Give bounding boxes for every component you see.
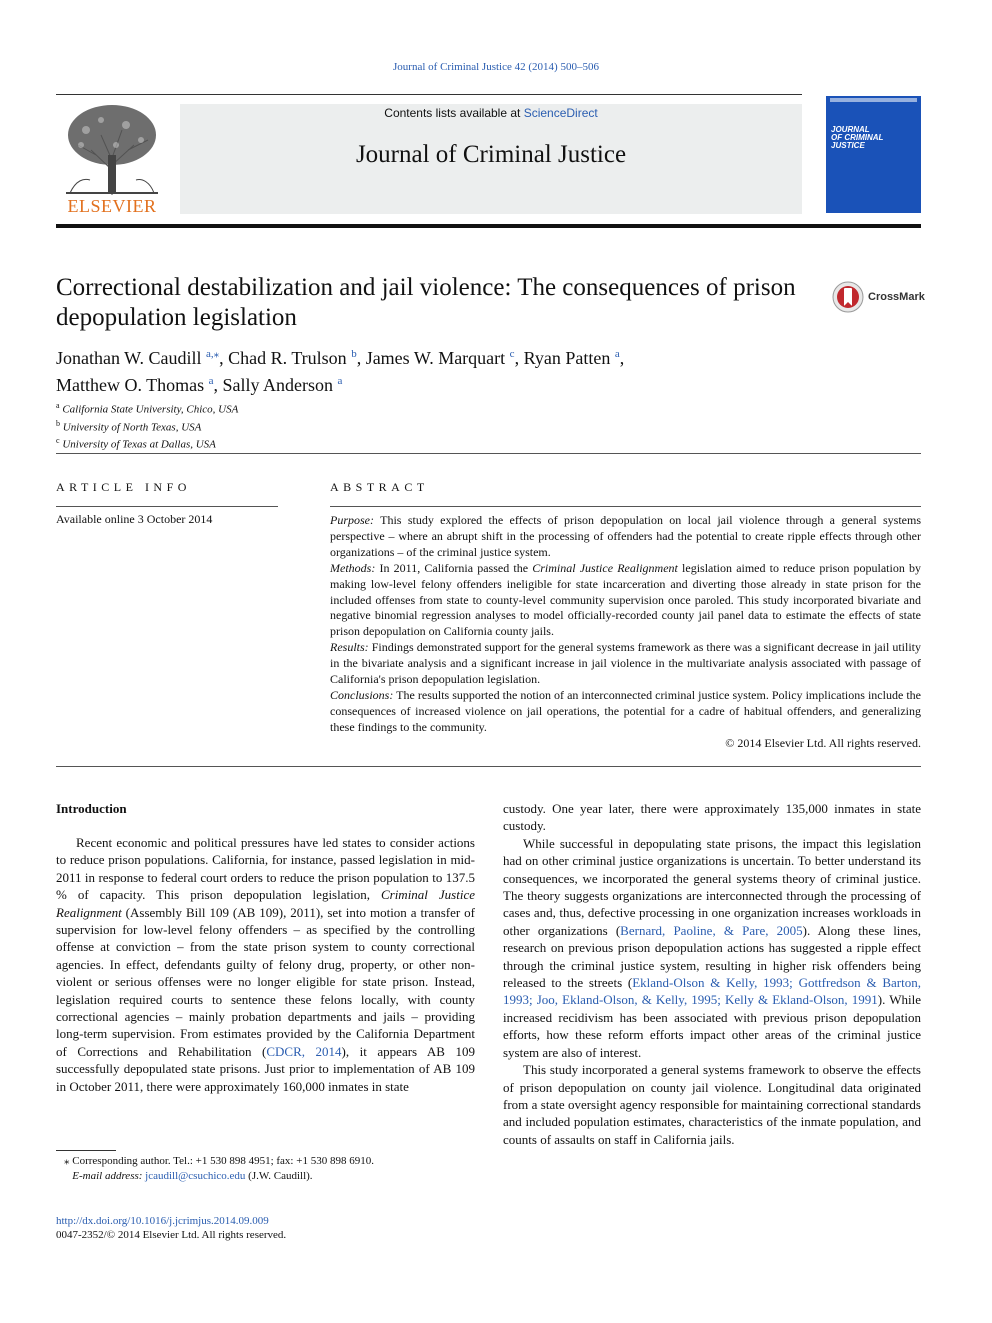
email-suffix: (J.W. Caudill). (245, 1170, 313, 1182)
section-rule (56, 453, 921, 454)
body-paragraph (56, 834, 475, 1095)
body-text: Recent economic and political pressures have led states to consider actions to reduce prison populations. California, for instance, passed legislation in mid-2011 in response to federal court orders to reduce the prison population to 137.5 % of capacity. This prison depopulation legislation, (56, 835, 475, 903)
abstract-results (330, 640, 921, 688)
author-name[interactable]: James W. Marquart (365, 348, 506, 368)
author-separator: , (219, 348, 229, 368)
body-paragraph: This study incorporated a general systems framework to observe the effects of prison depopulation on county jail violence. Longitudinal data originated from a state oversight agency responsible for maintaining correctional standards and included population estimates, characteristics of the inmate population, and counts of assaults on staff in California jails. (503, 1062, 921, 1147)
affiliation (56, 417, 238, 435)
crossmark-icon[interactable] (832, 281, 864, 313)
abstract-rule (330, 506, 921, 507)
author-name[interactable]: Jonathan W. Caudill (56, 348, 202, 368)
body-paragraph: custody. One year later, there were approximately 135,000 inmates in state custody. (503, 801, 921, 834)
author-separator: , (356, 348, 366, 368)
affiliation (56, 434, 238, 452)
abstract-text: In 2011, California passed the (375, 560, 533, 575)
affiliation-text: University of North Texas, USA (62, 421, 202, 434)
contents-line (180, 106, 802, 120)
affiliation-text: University of Texas at Dallas, USA (62, 438, 216, 451)
author-list (56, 343, 916, 397)
crossmark-label[interactable]: CrossMark (868, 291, 925, 303)
abstract-label: Methods: (330, 560, 376, 575)
cover-header-strip (830, 98, 917, 102)
banner-bottom-rule (56, 224, 921, 228)
email-link[interactable]: jcaudill@csuchico.edu (145, 1170, 246, 1182)
footnote-text: Corresponding author. Tel.: +1 530 898 4951; fax: +1 530 898 6910. (69, 1155, 374, 1167)
affiliation-list (56, 399, 238, 452)
abstract-label: Conclusions: (330, 687, 394, 702)
citation-link[interactable]: CDCR, 2014 (266, 1043, 342, 1059)
journal-reference-link[interactable]: Journal of Criminal Justice 42 (2014) 500–506 (393, 61, 599, 73)
abstract-text: The results supported the notion of an interconnected criminal justice system. Policy implications include the consequences of increased violence on jail operations, the potential for a cadre of habitual offenders, and generalizing these findings to the community. (330, 687, 921, 734)
abstract-label: Purpose: (330, 513, 374, 527)
journal-title: Journal of Criminal Justice (355, 141, 627, 168)
sciencedirect-link[interactable]: ScienceDirect (523, 106, 598, 120)
footnote-rule (56, 1150, 116, 1151)
body-text: While successful in depopulating state prisons, the impact this legislation had on other criminal justice organizations is uncertain. To better understand its consequences, we incorporated the general systems theory of criminal justice. The theory suggests organizations are interconnected through the processing of cases and, thus, defective processing in one organization increases workloads in other organizations ( (503, 835, 921, 938)
abstract-body (330, 513, 921, 736)
cover-title (831, 126, 883, 150)
cover-title-line: JOURNAL (831, 125, 870, 134)
abstract-text: legislation aimed to reduce prison population by making low-level felony offenders ineligible for state incarceration and diverting those already in state prison for the included offenses from state to county-level community supervision once paroled. This study incorporated bivariate and negative binomial regression analyses to model officially-recorded county jail panel data to estimate the effects of state prison depopulation on California county jails. (330, 560, 921, 639)
author-separator: , (213, 375, 223, 395)
article-info-rule (56, 506, 278, 507)
email-label: E-mail address: (72, 1170, 143, 1182)
affiliation (56, 399, 238, 417)
abstract-text: This study explored the effects of prison depopulation on local jail violence through a general systems perspective – where an abrupt shift in the processing of offenders had the potential to create ripple effects through other organizations – of the criminal justice system. (330, 513, 921, 559)
author-affil-mark[interactable]: b (351, 348, 357, 360)
body-column-left (56, 834, 475, 1095)
author-affil-mark[interactable]: a (208, 375, 214, 387)
issn-line: 0047-2352/© 2014 Elsevier Ltd. All rights reserved. (56, 1229, 287, 1241)
journal-cover-thumbnail[interactable] (826, 96, 921, 213)
affiliation-mark: a (56, 401, 60, 410)
body-italic-term: Criminal Justice Realignment (56, 887, 476, 920)
body-text: ). While increased recidivism has been associated with previous prison depopulation efforts, how these reform efforts impact other areas of the criminal justice system are also of interest. (503, 992, 921, 1060)
body-text: ). Along these lines, research on previous prison depopulation actions has suggested a ripple effect through the criminal justice system, resulting in higher risk offenders being released to the streets ( (503, 922, 921, 991)
body-text: (Assembly Bill 109 (AB 109), 2011), set into motion a transfer of supervision for low-level felony offenders – as specified by the controlling offense at conviction – from the state prison system to county correctional agencies. In effect, defendants guilty of felony drug, property, or other non-violent or serious offenses were no longer eligible for state prison. Instead, legislation required courts to sentence these felons locally, with county correctional agencies – mainly probation departments and jails – providing long-term supervision. From estimates provided by the California Department of Corrections and Rehabilitation ( (56, 904, 475, 1059)
publisher-wordmark: ELSEVIER (67, 196, 157, 216)
cover-title-line: OF CRIMINAL (831, 133, 884, 142)
abstract-methods (330, 561, 921, 641)
article-info-heading: ARTICLE INFO (56, 480, 191, 494)
abstract-label: Results: (330, 640, 369, 655)
affiliation-mark: b (56, 418, 60, 428)
footnote (64, 1154, 374, 1184)
abstract-conclusions (330, 688, 921, 736)
affiliation-text: California State University, Chico, USA (62, 403, 239, 416)
introduction-heading: Introduction (56, 801, 127, 816)
body-column-right (503, 800, 921, 1148)
author-affil-mark[interactable]: a,⁎ (206, 348, 220, 360)
abstract-copyright: © 2014 Elsevier Ltd. All rights reserved. (725, 736, 921, 750)
citation-link[interactable]: Ekland-Olson & Kelly, 1993; Gottfredson & Barton, 1993; Joo, Ekland-Olson, & Kelly, 1995; Kelly & Ekland-Olson, 1991 (503, 975, 921, 1008)
abstract-purpose (330, 513, 921, 561)
cover-title-line: JUSTICE (831, 141, 865, 150)
doi-link[interactable]: http://dx.doi.org/10.1016/j.jcrimjus.2014.09.009 (56, 1215, 269, 1227)
author-affil-mark[interactable]: c (509, 348, 515, 360)
abstract-italic-term: Criminal Justice Realignment (532, 560, 678, 575)
body-paragraph (503, 835, 921, 1061)
author-affil-mark[interactable]: a (614, 348, 620, 360)
author-name[interactable]: Sally Anderson (222, 375, 334, 395)
author-name[interactable]: Chad R. Trulson (228, 348, 347, 368)
footnote-mark: ⁎ (64, 1155, 70, 1167)
footnote-email (64, 1169, 374, 1184)
banner-top-rule (56, 94, 802, 95)
article-title: Correctional destabilization and jail violence: The consequences of prison depopulation legislation (56, 274, 796, 331)
author-name[interactable]: Ryan Patten (523, 348, 611, 368)
author-name[interactable]: Matthew O. Thomas (56, 375, 205, 395)
author-separator: , (514, 348, 524, 368)
affiliation-mark: c (56, 436, 60, 446)
author-separator: , (619, 348, 625, 368)
author-affil-mark[interactable]: a (337, 375, 343, 387)
section-rule (56, 766, 921, 767)
abstract-heading: ABSTRACT (330, 480, 429, 494)
citation-link[interactable]: Bernard, Paoline, & Pare, 2005 (620, 922, 803, 938)
available-online-date: Available online 3 October 2014 (56, 512, 213, 526)
abstract-text: Findings demonstrated support for the general systems framework as there was a significant decrease in jail utility in the bivariate analysis and a significant increase in jail violence in the multivariate analysis associated with passage of California's prison depopulation legislation. (330, 640, 921, 687)
footnote-corresponding (64, 1154, 374, 1169)
body-text: ), it appears AB 109 successfully depopulated state prisons. Just prior to implementation of AB 109 in October 2011, there were approximately 160,000 inmates in state (56, 1043, 476, 1094)
contents-prefix: Contents lists available at (384, 106, 524, 120)
